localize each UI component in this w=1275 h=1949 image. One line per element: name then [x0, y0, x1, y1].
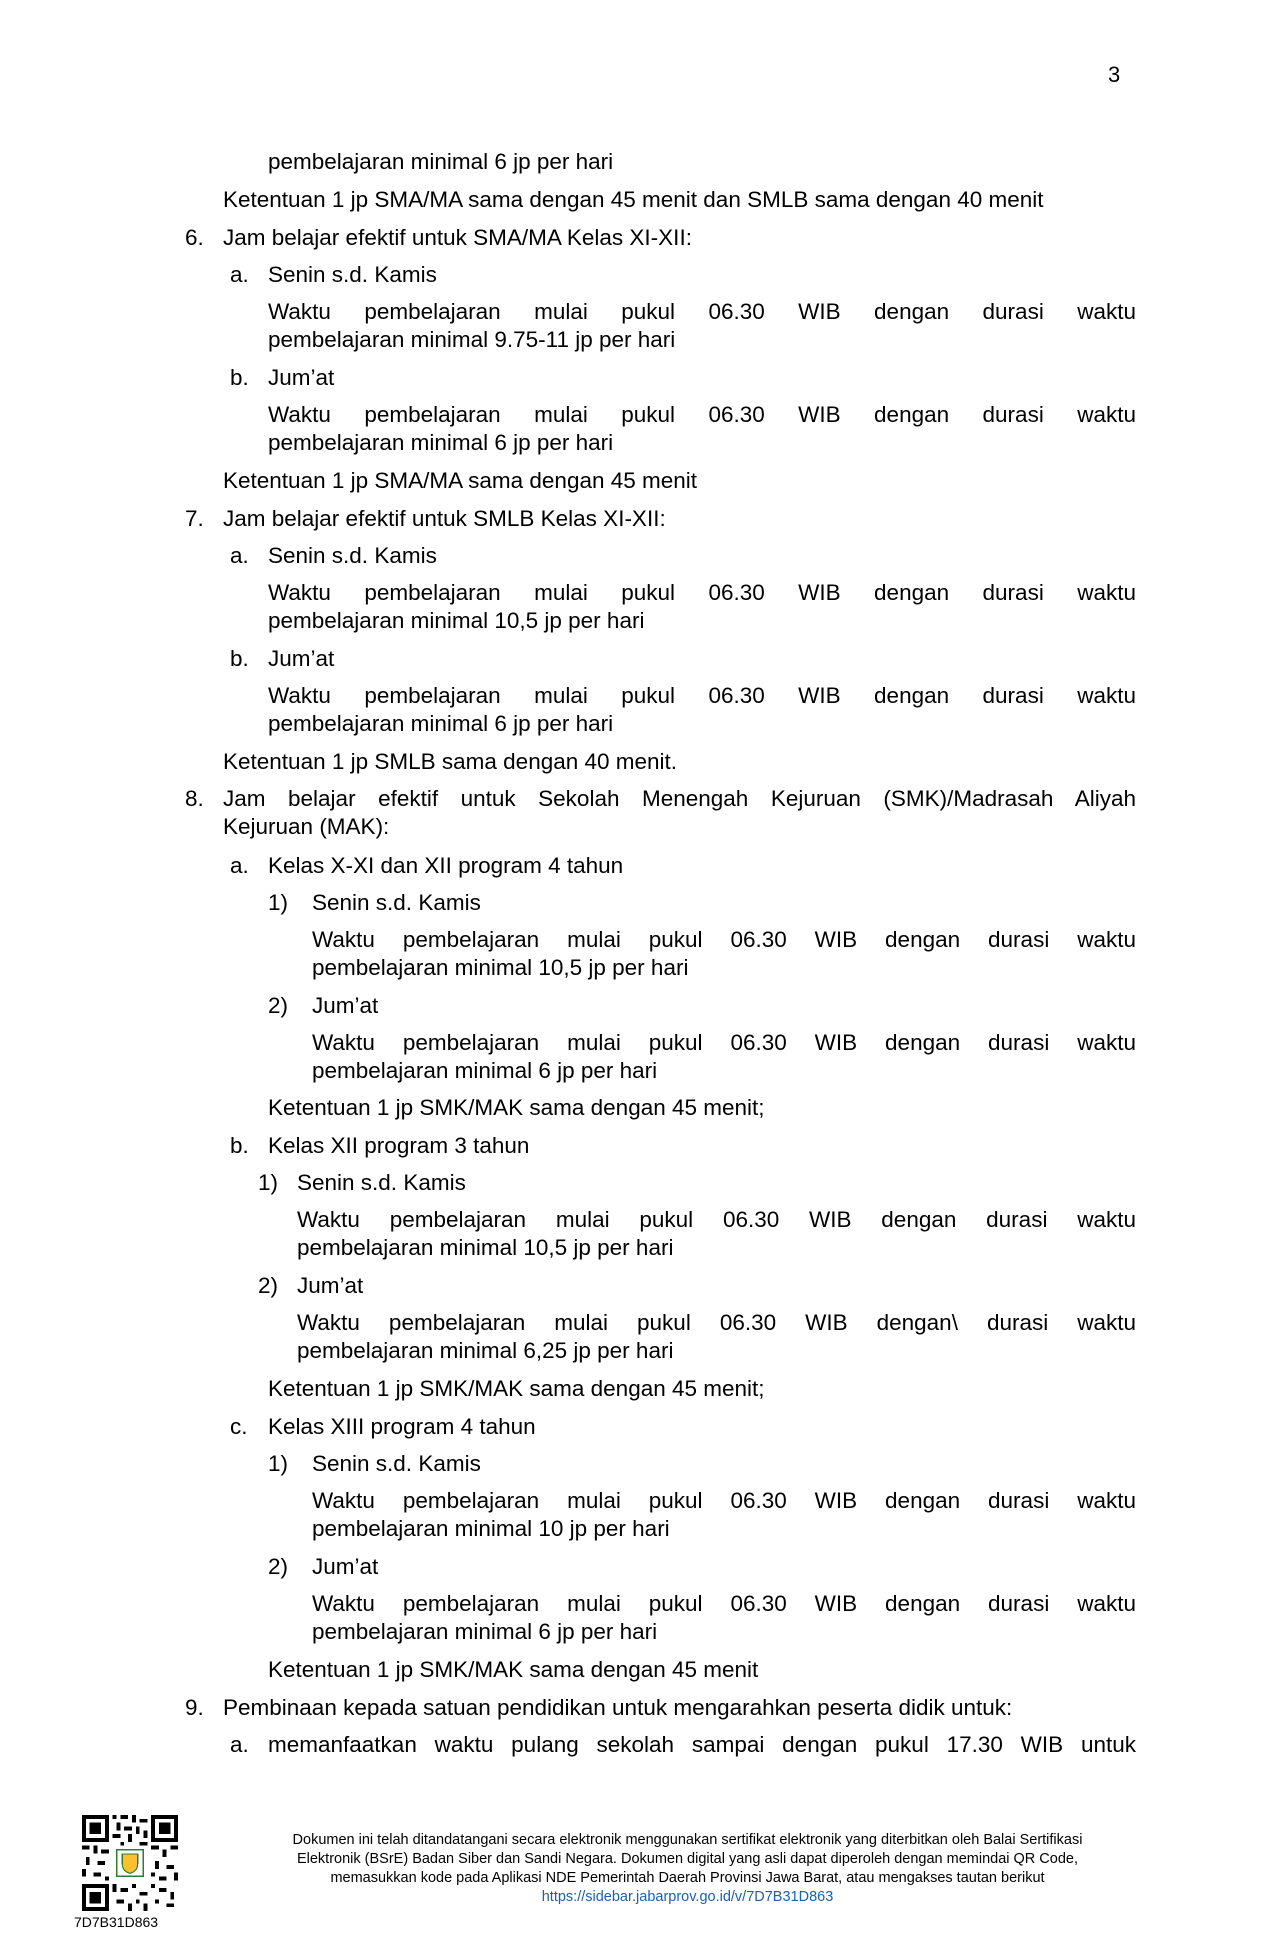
notice-line: memasukkan kode pada Aplikasi NDE Pemerintah Daerah Provinsi Jawa Barat, atau mengakses tautan berikut [330, 1870, 1045, 1886]
verification-link[interactable]: https://sidebar.jabarprov.go.id/v/7D7B31D863 [541, 1889, 834, 1905]
list-marker: 1) [268, 1451, 289, 1476]
list-marker: 1) [258, 1170, 279, 1195]
notice-line: Dokumen ini telah ditandatangani secara elektronik menggunakan sertifikat elektronik yang diterbitkan oleh Balai Sertifikasi [292, 1832, 1083, 1848]
notice-line: Elektronik (BSrE) Badan Siber dan Sandi Negara. Dokumen digital yang asli dapat diperoleh dengan memindai QR Code, [296, 1851, 1079, 1867]
text-line: Waktu pembelajaran mulai pukul 06.30 WIB dengan durasi waktu [312, 1030, 1136, 1055]
sub-item-title: Kelas XII program 3 tahun [268, 1133, 530, 1158]
text-line: Waktu pembelajaran mulai pukul 06.30 WIB dengan durasi waktu [312, 1591, 1136, 1616]
text-line: Ketentuan 1 jp SMLB sama dengan 40 menit. [223, 749, 678, 774]
text-line: pembelajaran minimal 6 jp per hari [268, 430, 614, 455]
text-line: pembelajaran minimal 9.75-11 jp per hari [268, 327, 676, 352]
sub-item-title: Kelas X-XI dan XII program 4 tahun [268, 853, 624, 878]
paragraph [312, 926, 1136, 954]
text-line: Waktu pembelajaran mulai pukul 06.30 WIB dengan durasi waktu [312, 1488, 1136, 1513]
list-marker: 9. [185, 1695, 204, 1720]
text-line: Waktu pembelajaran mulai pukul 06.30 WIB dengan durasi waktu [268, 402, 1136, 427]
text-line: pembelajaran minimal 10,5 jp per hari [297, 1235, 674, 1260]
text-line: pembelajaran minimal 6 jp per hari [268, 149, 614, 174]
paragraph [268, 682, 1136, 710]
sub-item-title: Senin s.d. Kamis [268, 543, 437, 568]
list-marker: 1) [268, 890, 289, 915]
text-line: Ketentuan 1 jp SMA/MA sama dengan 45 menit [223, 468, 698, 493]
sub-item-title: Kelas XIII program 4 tahun [268, 1414, 536, 1439]
text-line: memanfaatkan waktu pulang sekolah sampai dengan pukul 17.30 WIB untuk [268, 1732, 1136, 1757]
paragraph [312, 1487, 1136, 1515]
list-marker: a. [230, 853, 249, 878]
paragraph [268, 579, 1136, 607]
list-item-title: Jam belajar efektif untuk SMA/MA Kelas XI-XII: [223, 225, 692, 250]
list-item-title: Jam belajar efektif untuk SMLB Kelas XI-XII: [223, 506, 666, 531]
sub-item-title: Senin s.d. Kamis [268, 262, 437, 287]
text-line: Waktu pembelajaran mulai pukul 06.30 WIB dengan durasi waktu [268, 299, 1136, 324]
text-line: pembelajaran minimal 10 jp per hari [312, 1516, 670, 1541]
list-marker: 2) [258, 1273, 279, 1298]
text-line: Ketentuan 1 jp SMK/MAK sama dengan 45 menit; [268, 1095, 765, 1120]
list-marker: 2) [268, 993, 289, 1018]
list-marker: a. [230, 1732, 249, 1757]
list-marker: b. [230, 646, 249, 671]
sub-sub-item-title: Senin s.d. Kamis [312, 890, 481, 915]
text-line: Waktu pembelajaran mulai pukul 06.30 WIB dengan durasi waktu [297, 1207, 1136, 1232]
sub-sub-item-title: Senin s.d. Kamis [297, 1170, 466, 1195]
paragraph [312, 1590, 1136, 1618]
sub-sub-item-title: Jum’at [312, 993, 379, 1018]
sub-sub-item-title: Jum’at [297, 1273, 364, 1298]
text-line: Waktu pembelajaran mulai pukul 06.30 WIB dengan\ durasi waktu [297, 1310, 1136, 1335]
signature-notice [225, 1831, 1150, 1907]
text-line: pembelajaran minimal 10,5 jp per hari [312, 955, 689, 980]
text-line: Jam belajar efektif untuk Sekolah Menengah Kejuruan (SMK)/Madrasah Aliyah [223, 786, 1136, 811]
list-marker: b. [230, 1133, 249, 1158]
list-marker: 7. [185, 506, 204, 531]
sub-sub-item-title: Senin s.d. Kamis [312, 1451, 481, 1476]
text-line: Waktu pembelajaran mulai pukul 06.30 WIB dengan durasi waktu [268, 580, 1136, 605]
text-line: Waktu pembelajaran mulai pukul 06.30 WIB dengan durasi waktu [312, 927, 1136, 952]
text-line: Ketentuan 1 jp SMK/MAK sama dengan 45 menit; [268, 1376, 765, 1401]
paragraph [312, 1029, 1136, 1057]
list-marker: b. [230, 365, 249, 390]
paragraph [268, 1731, 1136, 1759]
list-marker: 6. [185, 225, 204, 250]
text-line: pembelajaran minimal 6 jp per hari [312, 1619, 658, 1644]
list-item-title: Pembinaan kepada satuan pendidikan untuk mengarahkan peserta didik untuk: [223, 1695, 1013, 1720]
text-line: Ketentuan 1 jp SMK/MAK sama dengan 45 menit [268, 1657, 759, 1682]
list-marker: 2) [268, 1554, 289, 1579]
text-line: Waktu pembelajaran mulai pukul 06.30 WIB dengan durasi waktu [268, 683, 1136, 708]
sub-item-title: Jum’at [268, 646, 335, 671]
text-line: Ketentuan 1 jp SMA/MA sama dengan 45 menit dan SMLB sama dengan 40 menit [223, 187, 1044, 212]
text-line: pembelajaran minimal 6 jp per hari [312, 1058, 658, 1083]
paragraph [297, 1309, 1136, 1337]
text-line: pembelajaran minimal 6 jp per hari [268, 711, 614, 736]
list-marker: a. [230, 543, 249, 568]
sub-sub-item-title: Jum’at [312, 1554, 379, 1579]
qr-code-icon[interactable] [82, 1815, 178, 1911]
page-number: 3 [1108, 62, 1121, 87]
text-line: pembelajaran minimal 6,25 jp per hari [297, 1338, 674, 1363]
paragraph [297, 1206, 1136, 1234]
text-line: pembelajaran minimal 10,5 jp per hari [268, 608, 645, 633]
paragraph [268, 401, 1136, 429]
list-marker: c. [230, 1414, 248, 1439]
sub-item-title: Jum’at [268, 365, 335, 390]
list-marker: a. [230, 262, 249, 287]
qr-code-id: 7D7B31D863 [74, 1914, 159, 1930]
text-line: Kejuruan (MAK): [223, 814, 390, 839]
list-marker: 8. [185, 786, 204, 811]
paragraph [268, 298, 1136, 326]
paragraph [223, 785, 1136, 813]
